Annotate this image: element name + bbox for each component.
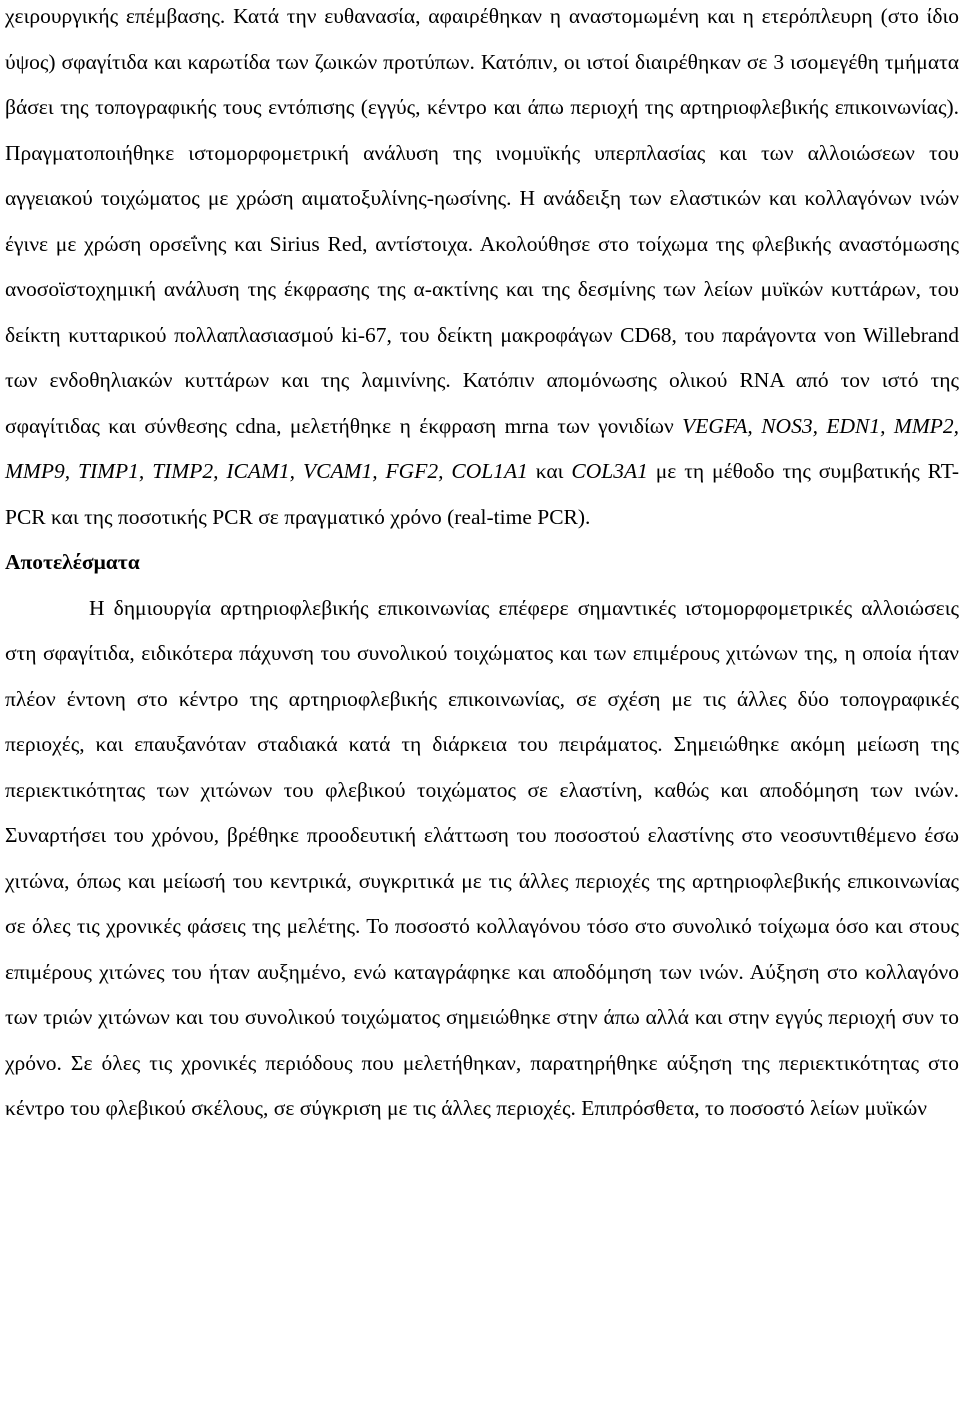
results-heading: Αποτελέσματα bbox=[5, 550, 140, 574]
gene-col1a1: COL1A1 bbox=[451, 459, 528, 483]
methods-text-part2: με τη μέθοδο της συμβατικής RT-PCR και της ποσοτικής PCR σε πραγματικό χρόνο (real-time PCR). bbox=[5, 459, 960, 529]
methods-paragraph bbox=[5, 0, 959, 540]
gene-col3a1: COL3A1 bbox=[571, 459, 648, 483]
document-page bbox=[5, 0, 959, 1132]
results-paragraph: Η δημιουργία αρτηριοφλεβικής επικοινωνίας επέφερε σημαντικές ιστομορφομετρικές αλλοιώσεις στη σφαγίτιδα, ειδικότερα πάχυνση του συνολικού τοιχώματος και των επιμέρους χιτώνων της, η οποία ήταν πλέον έντονη στο κέντρο της αρτηριοφλεβικής επικοινωνίας, σε σχέση με τις άλλες δύο τοπογραφικές περιοχές, και επαυξανόταν σταδιακά κατά τη διάρκεια του πειράματος. Σημειώθηκε ακόμη μείωση της περιεκτικότητας των χιτώνων του φλεβικού τοιχώματος σε ελαστίνη, καθώς και αποδόμηση των ινών. Συναρτήσει του χρόνου, βρέθηκε προοδευτική ελάττωση του ποσοστού ελαστίνης στο νεοσυντιθέμενο έσω χιτώνα, όπως και μείωσή του κεντρικά, συγκριτικά με τις άλλες περιοχές της αρτηριοφλεβικής επικοινωνίας σε όλες τις χρονικές φάσεις της μελέτης. Το ποσοστό κολλαγόνου τόσο στο συνολικό τοίχωμα όσο και στους επιμέρους χιτώνες του ήταν αυξημένο, ενώ καταγράφηκε και αποδόμηση των ινών. Αύξηση στο κολλαγόνο των τριών χιτώνων και του συνολικού τοιχώματος σημειώθηκε στην άπω αλλά και στην εγγύς περιοχή συν το χρόνο. Σε όλες τις χρονικές περιόδους που μελετήθηκαν, παρατηρήθηκε αύξηση της περιεκτικότητας στο κέντρο του φλεβικού σκέλους, σε σύγκριση με τις άλλες περιοχές. Επιπρόσθετα, το ποσοστό λείων μυϊκών bbox=[5, 595, 959, 1120]
methods-text-part1: χειρουργικής επέμβασης. Κατά την ευθανασία, αφαιρέθηκαν η αναστομωμένη και η ετερόπλευρη (στο ίδιο ύψος) σφαγίτιδα και καρωτίδα των ζωικών προτύπων. Κατόπιν, οι ιστοί διαιρέθηκαν σε 3 ισομεγέθη τμήματα βάσει της τοπογραφικής τους εντόπισης (εγγύς, κέντρο και άπω περιοχή της αρτηριοφλεβικής επικοινωνίας). Πραγματοποιήθηκε ιστομορφομετρική ανάλυση της ινομυϊκής υπερπλασίας και των αλλοιώσεων του αγγειακού τοιχώματος με χρώση αιματοξυλίνης-ηωσίνης. Η ανάδειξη των ελαστικών και κολλαγόνων ινών έγινε με χρώση ορσεΐνης και Sirius Red, αντίστοιχα. Ακολούθησε στο τοίχωμα της φλεβικής αναστόμωσης ανοσοϊστοχημική ανάλυση της έκφρασης της α-ακτίνης και της δεσμίνης των λείων μυϊκών κυττάρων, του δείκτη κυτταρικού πολλαπλασιασμού ki-67, του δείκτη μακροφάγων CD68, του παράγοντα von Willebrand των ενδοθηλιακών κυττάρων και της λαμινίνης. Κατόπιν απομόνωσης ολικού RNA από τον ιστό της σφαγίτιδας και σύνθεσης cdna, μελετήθηκε η έκφραση mrna των γονιδίων bbox=[5, 4, 959, 438]
gene-list: VEGFA, NOS3, EDN1, MMP2, MMP9, TIMP1, TIMP2, ICAM1, VCAM1, FGF2, bbox=[5, 413, 960, 483]
and-word: και bbox=[535, 459, 564, 483]
